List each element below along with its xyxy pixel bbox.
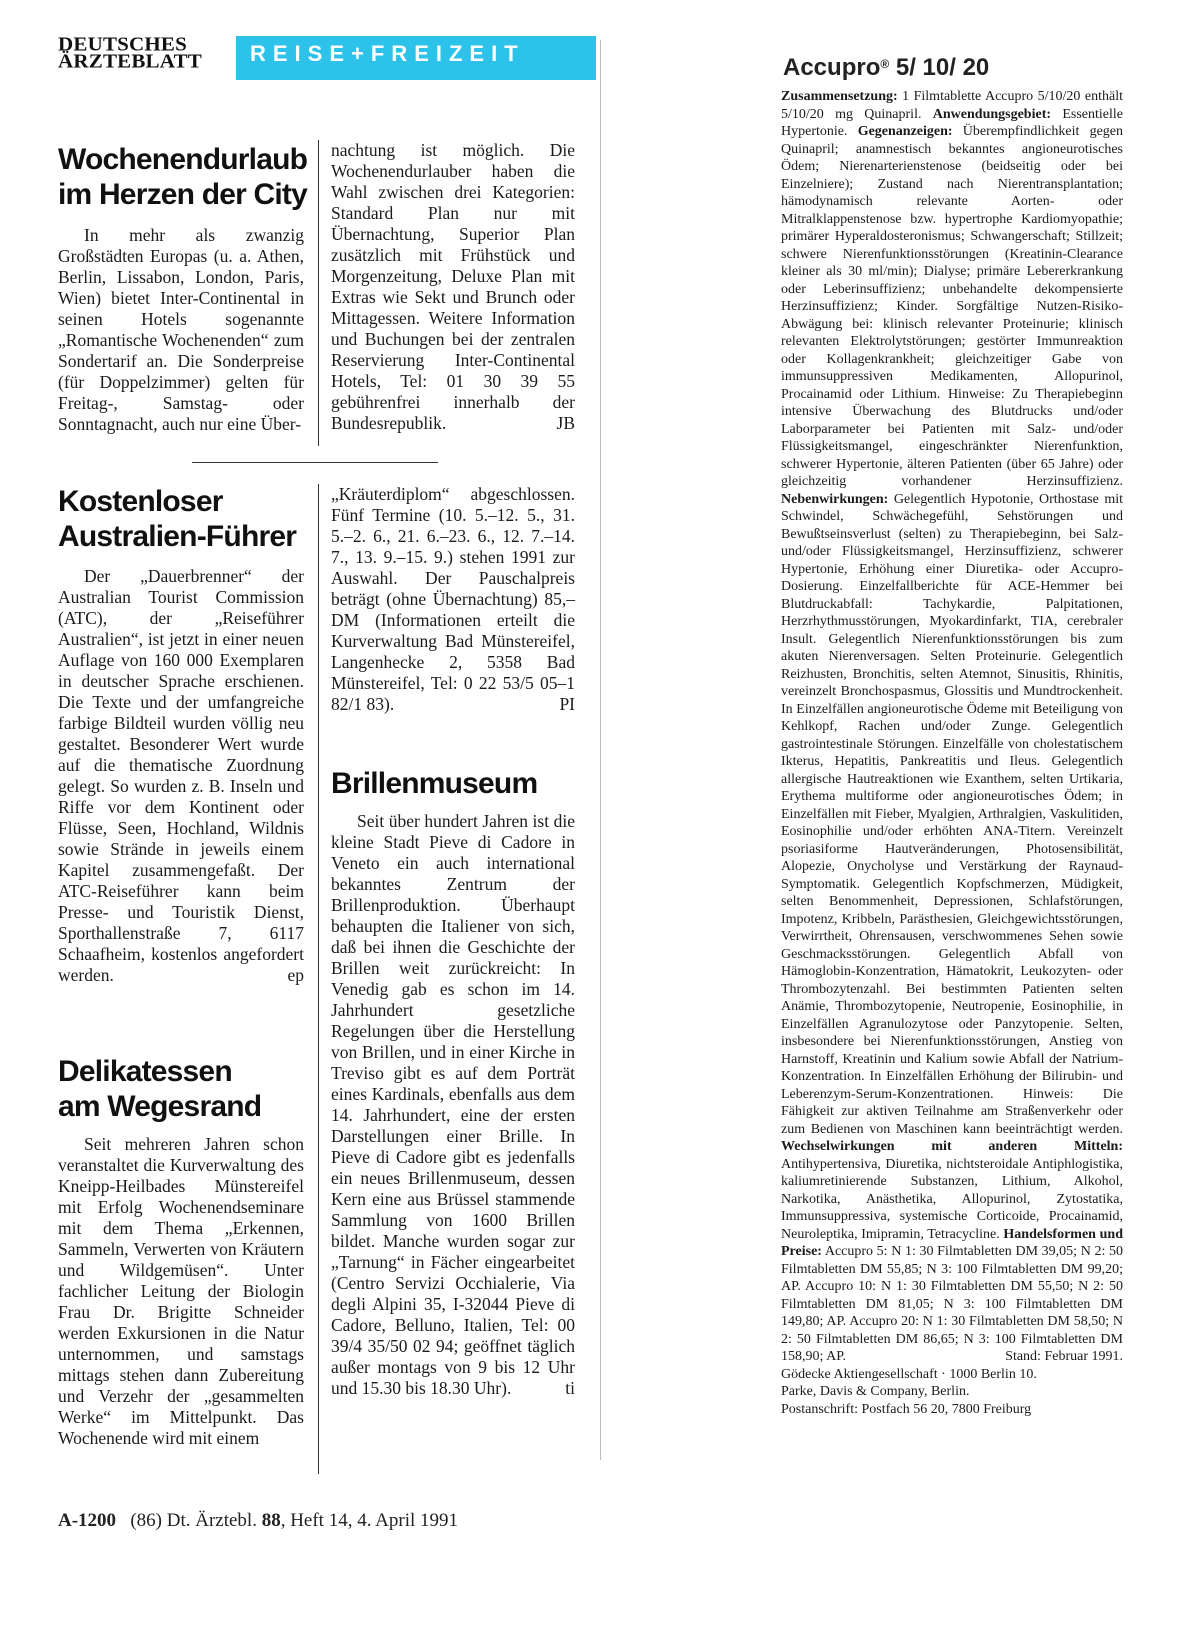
masthead-line1: DEUTSCHES [58,32,188,56]
headline-line: Kostenloser [58,485,223,518]
author-initials: ti [565,1378,575,1398]
delikatessen-text [58,1134,304,1449]
paragraph [331,140,575,434]
text-zusammensetzung: 1 Filmtablette Accupro 5/10/20 enthält 5/10/20 mg Quinapril. [781,89,1123,122]
text-wechselwirkungen: Antihypertensiva, Diuretika, nichtsteroidale Antiphlogistika, kaliumretinierende Substanzen, Lithium, Alkohol, Narkotika, Anästhetika, Allopurinol, Zytostatika, Immunsuppressiva, systemische Corticoide, Procainamid, Neuroleptika, Imipramin, Tetracycline. [781,1156,1123,1242]
page-footer [58,1510,458,1532]
paragraph: In mehr als zwanzig Großstädten Europas (u. a. Athen, Berlin, Lissabon, London, Paris, Wien) bietet Inter-Continental in seinen Hotels sogenannte „Romantische Wochenenden“ zum Sondertarif an. Die Sonderpreise (für Doppelzimmer) gelten für Freitag-, Samstag- oder Sonntagnacht, auch nur eine Über- [58,225,304,434]
footer-journal: (86) Dt. Ärztebl. [130,1510,262,1531]
headline-wochenend [58,142,307,212]
paragraph [331,811,575,1399]
ad-title [783,54,989,82]
company-line2: Parke, Davis & Company, Berlin. [781,1384,970,1399]
company-line3: Postanschrift: Postfach 56 20, 7800 Freiburg [781,1401,1032,1417]
ad-body [781,88,1123,1418]
label-gegenanzeigen: Gegenanzeigen: [857,124,953,139]
registered-mark: ® [880,57,890,71]
headline-line: Wochenendurlaub [58,143,308,176]
label-zusammensetzung: Zusammensetzung: [781,89,898,104]
page-number: A-1200 [58,1510,117,1531]
label-nebenwirkungen: Nebenwirkungen: [781,491,889,507]
headline-delikatessen [58,1054,261,1124]
masthead-line2: ÄRZTEBLATT [58,49,202,73]
column-divider [318,140,319,446]
wochenend-col2 [331,140,575,434]
paragraph-text: Der „Dauerbrenner“ der Australian Tourist Commission (ATC), der „Reiseführer Australien“, ist jetzt in einer neuen Auflage von 160 000 Exemplaren in deutscher Sprache erschienen. Die Texte und der umfangreiche farbige Bildteil wurden völlig neu gestaltet. Besonderer Wert wurde auf die thematische Zuordnung gelegt. So wurden z. B. Inseln und Riffe vor dem Kontinent oder Flüsse, Seen, Hochland, Wildnis sowie Strände in jeweils einem Kapitel zusammengefaßt. Der ATC-Reiseführer kann beim Presse- und Touristik Dienst, Sporthallenstraße 7, 6117 Schaafheim, kostenlos angefordert werden. [58,566,304,985]
masthead [58,32,218,73]
headline-line: Delikatessen [58,1055,232,1088]
paragraph [331,484,575,715]
headline-line: Australien-Führer [58,520,297,553]
kraeuter-continuation [331,484,575,715]
paragraph-text: „Kräuterdiplom“ abgeschlossen. Fünf Termine (10. 5.–12. 5., 31. 5.–2. 6., 21. 6.–23. 6., 12. 7.–14. 7., 13. 9.–15. 9.) stehen 1991 zur Auswahl. Der Pauschalpreis beträgt (ohne Übernachtung) 85,– DM (Informationen erteilt die Kurverwaltung Bad Münstereifel, Langenhecke 2, 5358 Bad Münstereifel, Tel: 0 22 53/5 05–1 82/1 83). [331,484,575,714]
text-gegenanzeigen: Überempfindlichkeit gegen Quinapril; anamnestisch bekanntes angioneurotisches Ödem; Nierenarterienstenose (beidseitig oder bei Einzelniere); Zustand nach Nierentransplantation; hämodynamisch relevante Aorten- oder Mitralklappenstenose bzw. hypertrophe Kardiomyopathie; primärer Hyperaldosteronismus; Schwangerschaft; Stillzeit; schwere Nierenfunktionsstörungen (Kreatinin-Clearance kleiner als 30 ml/min); Dialyse; primäre Lebererkrankung oder Leberinsuffizienz; unbehandelte dekompensierte Herzinsuffizienz; Kinder. Sorgfältige Nutzen-Risiko-Abwägung bei: klinisch relevanter Proteinurie; klinisch relevanten Elektrolytstörungen; gestörter Immunreaktion oder Kollagenkrankheit; gleichzeitiger Gabe von immunsuppressiven Medikamenten, Allopurinol, Procainamid oder Lithium. Hinweise: Zu Therapiebeginn intensive Überwachung des Blutdrucks und/oder Laborparameter bei Patienten mit Salz- und/oder Flüssigkeitsmangel, eingeschränkter Nierenfunktion, schwerer Hypertonie, älteren Patienten (über 65 Jahre) oder gleichzeitig vorhandener Herzinsuffizienz. [781,124,1124,489]
footer-volume: 88 [261,1510,281,1531]
ad-title-doses: 5/ 10/ 20 [889,54,990,81]
author-initials: JB [556,413,575,433]
column-divider [318,484,319,1474]
paragraph-text: nachtung ist möglich. Die Wochenendurlauber haben die Wahl zwischen drei Kategorien: Standard Plan nur mit Übernachtung, Superior Plan zusätzlich mit Frühstück und Morgenzeitung, Deluxe Plan mit Extras wie Sekt und Brunch oder Mittagessen. Weitere Information und Buchungen bei der zentralen Reservierung Inter-Continental Hotels, Tel: 01 30 39 55 gebührenfrei innerhalb der Bundesrepublik. [331,140,575,433]
paragraph-text: Seit über hundert Jahren ist die kleine Stadt Pieve di Cadore in Veneto ein auch international bekanntes Zentrum der Brillenproduktion. Überhaupt behaupten die Italiener von sich, daß bei ihnen die Geschichte der Brillen weit zurückreicht: In Venedig gab es schon im 14. Jahrhundert gesetzliche Regelungen über die Herstellung von Brillen, und in einer Kirche in Treviso gibt es auf dem Porträt eines Kardinals, ebenfalls aus dem 14. Jahrhundert, eine der ersten Darstellungen einer Brille. In Pieve di Cadore gibt es jedenfalls ein neues Brillenmuseum, dessen Kern eine aus Brüssel stammende Sammlung von 1600 Brillen bildet. Manche wurden sogar zur „Tarnung“ in Fächer eingearbeitet (Centro Servizi Occhialerie, Via degli Alpini 35, I-32044 Pieve di Cadore, Belluno, Italien, Tel: 00 39/4 35/50 02 94; geöffnet täglich außer montags von 9 bis 12 Uhr und 15.30 bis 18.30 Uhr). [331,811,575,1398]
label-wechselwirkungen: Wechselwirkungen mit anderen Mitteln: [781,1139,1123,1154]
stand-date: Stand: Februar 1991. [1005,1349,1123,1364]
ad-divider [600,40,601,1460]
separator-rule [192,462,438,463]
text-nebenwirkungen: Gelegentlich Hypotonie, Orthostase mit Schwindel, Schwächegefühl, Sehstörungen und Bewußtseinsverlust (selten) zu Therapiebeginn, bei Salz- und/oder Flüssigkeitsmangel, Herzinsuffizienz, schwerer Hypertonie, Erhöhung einer Diuretika- oder Accupro-Dosierung. Einzelfallberichte für ACE-Hemmer bei Blutdruckabfall: Tachykardie, Palpitationen, Herzrhythmusstörungen, Myokardinfarkt, TIA, cerebraler Insult. Gelegentlich Nierenfunktionsstörungen bis zum akuten Nierenversagen. Selten Proteinurie. Gelegentlich Reizhusten, Bronchitis, selten Atemnot, Sinusitis, Rhinitis, vereinzelt Bronchospasmus, Glossitis und Mundtrockenheit. In Einzelfällen angioneurotische Ödeme mit Beteiligung von Kehlkopf, Rachen und/oder Zunge. Gelegentlich gastrointestinale Störungen. Einzelfälle von cholestatischem Ikterus, Hepatitis, Pankreatitis und Ileus. Gelegentlich allergische Hautreaktionen wie Exanthem, selten Urtikaria, Erythema multiforme oder angioneurotisches Ödem; in Einzelfällen mit Fieber, Myalgien, Arthralgien, Vaskulitiden, Eosinophilie und/oder erhöhten ANA-Titern. Vereinzelt psoriasiforme Hautveränderungen, Photosensibilität, Alopezie, Onycholyse und Verstärkung der Raynaud-Symptomatik. Gelegentlich Kopfschmerzen, Müdigkeit, selten Benommenheit, Depressionen, Schlafstörungen, Impotenz, Kribbeln, Parästhesien, Gleichgewichtsstörungen, Verwirrtheit, Ohrensausen, verschwommenes Sehen sowie Geschmacksstörungen. Gelegentlich Abfall von Hämoglobin-Konzentration, Hämatokrit, Leukozyten- oder Thrombozytenzahl. Bei bestimmten Patienten selten Anämie, Thrombozytopenie, Neutropenie, Eosinophilie, in Einzelfällen Agranulozytose oder Panzytopenie. Selten, insbesondere bei Nierenfunktionsstörungen, Anstieg von Harnstoff, Kreatinin und Kalium sowie Abfall der Natrium-Konzentration. In Einzelfällen Erhöhung der Bilirubin- und Leberenzym-Serum-Konzentrationen. Hinweis: Die Fähigkeit zur aktiven Teilnahme am Straßenverkehr oder zum Bedienen von Maschinen kann beeinträchtigt werden. [781,491,1123,1137]
headline-brillenmuseum: Brillenmuseum [331,767,538,800]
label-handelsformen: Handelsformen und Preise: [781,1226,1123,1259]
text-handelsformen: Accupro 5: N 1: 30 Filmtabletten DM 39,05; N 2: 50 Filmtabletten DM 55,85; N 3: 100 Filmtabletten DM 99,20; AP. Accupro 10: N 1: 30 Filmtabletten DM 55,50; N 2: 50 Filmtabletten DM 81,05; N 3: 100 Filmtabletten DM 149,80; AP. Accupro 20: N 1: 30 Filmtabletten DM 58,50; N 2: 50 Filmtabletten DM 86,65; N 3: 100 Filmtabletten DM 158,90; AP. [781,1244,1123,1364]
paragraph [58,566,304,986]
headline-line: im Herzen der City [58,178,308,211]
label-anwendungsgebiet: Anwendungsgebiet: [932,106,1052,122]
australien-text [58,566,304,986]
headline-line: am Wegesrand [58,1090,262,1123]
author-initials: PI [559,694,575,714]
ad-title-name: Accupro [783,54,881,81]
headline-australien [58,484,296,554]
footer-issue: , Heft 14, 4. April 1991 [280,1510,459,1531]
text-anwendungsgebiet: Essentielle Hypertonie. [781,106,1123,139]
section-banner: REISE+FREIZEIT [236,36,596,80]
company-line1: Gödecke Aktiengesellschaft · 1000 Berlin 10. [781,1366,1037,1382]
paragraph: Seit mehreren Jahren schon veranstaltet die Kurverwaltung des Kneipp-Heilbades Münstereifel mit Erfolg Wochenendseminare mit dem Thema „Erkennen, Sammeln, Verwerten von Kräutern und Wildgemüsen“. Unter fachlicher Leitung der Biologin Frau Dr. Brigitte Schneider werden Exkursionen in die Natur unternommen, und samstags mittags stehen dann Zubereitung und Verzehr der „gesammelten Werke“ im Mittelpunkt. Das Wochenende wird mit einem [58,1134,304,1448]
author-initials: ep [287,965,304,985]
wochenend-col1 [58,225,304,435]
brillen-text [331,811,575,1399]
